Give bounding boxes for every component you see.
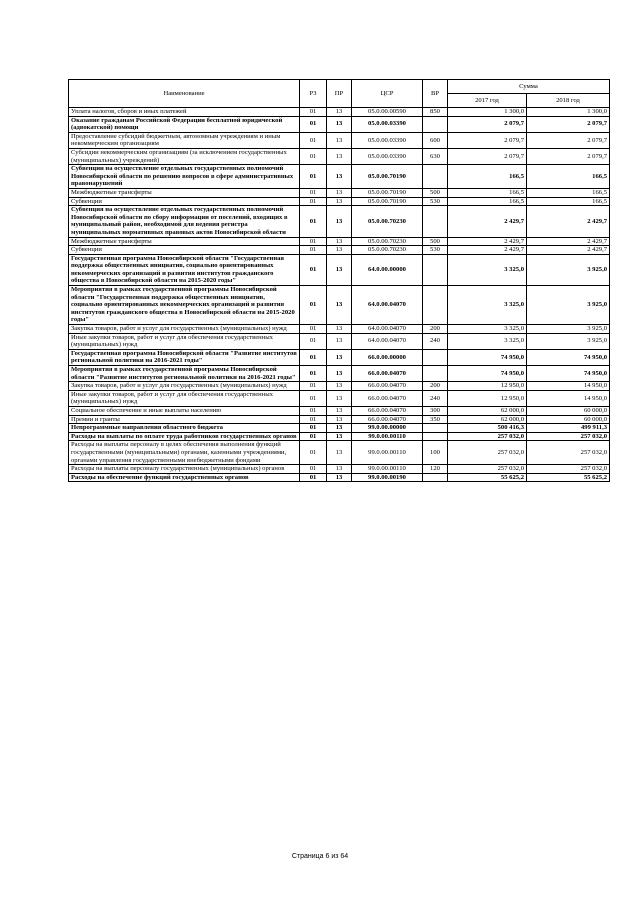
cell-name: Непрограммные направления областного бюджета (69, 424, 300, 433)
cell-y2018: 55 625,2 (527, 473, 610, 482)
table-header (69, 80, 610, 108)
table-row (69, 165, 610, 189)
cell-rz: 01 (300, 286, 327, 325)
cell-vr: 240 (423, 333, 448, 349)
cell-y2017: 500 416,3 (448, 424, 527, 433)
cell-rz: 01 (300, 366, 327, 382)
cell-vr (423, 116, 448, 132)
cell-y2018: 60 000,0 (527, 415, 610, 424)
cell-y2017: 3 325,0 (448, 333, 527, 349)
cell-y2018: 2 079,7 (527, 132, 610, 148)
cell-vr: 530 (423, 246, 448, 255)
table-row (69, 333, 610, 349)
cell-name: Социальное обеспечение и иные выплаты населению (69, 406, 300, 415)
cell-y2017: 1 300,0 (448, 108, 527, 117)
cell-y2018: 74 950,0 (527, 366, 610, 382)
cell-vr (423, 286, 448, 325)
table-row (69, 206, 610, 237)
cell-name: Премии и гранты (69, 415, 300, 424)
cell-vr: 240 (423, 390, 448, 406)
cell-y2017: 166,5 (448, 165, 527, 189)
cell-csr: 99.0.00.00000 (352, 424, 423, 433)
cell-vr: 850 (423, 108, 448, 117)
cell-rz: 01 (300, 415, 327, 424)
header-name: Наименование (69, 80, 300, 108)
cell-name: Закупка товаров, работ и услуг для государственных (муниципальных) нужд (69, 325, 300, 334)
cell-name: Иные закупки товаров, работ и услуг для обеспечения государственных (муниципальных) нужд (69, 333, 300, 349)
table-row (69, 254, 610, 285)
cell-y2018: 257 032,0 (527, 465, 610, 474)
cell-csr: 05.0.00.03390 (352, 132, 423, 148)
cell-y2018: 2 429,7 (527, 246, 610, 255)
cell-pr: 13 (327, 424, 352, 433)
cell-csr: 05.0.00.70230 (352, 206, 423, 237)
cell-name: Расходы на обеспечение функций государственных органов (69, 473, 300, 482)
cell-rz: 01 (300, 148, 327, 164)
cell-name: Государственная программа Новосибирской области "Развитие институтов региональной политики на 2016-2021 годы" (69, 349, 300, 365)
cell-csr: 05.0.00.03390 (352, 148, 423, 164)
cell-y2018: 60 000,0 (527, 406, 610, 415)
cell-pr: 13 (327, 188, 352, 197)
cell-pr: 13 (327, 349, 352, 365)
cell-rz: 01 (300, 424, 327, 433)
cell-csr: 64.0.00.00000 (352, 254, 423, 285)
table-row (69, 390, 610, 406)
cell-y2017: 12 950,0 (448, 382, 527, 391)
cell-vr: 200 (423, 382, 448, 391)
cell-rz: 01 (300, 108, 327, 117)
cell-pr: 13 (327, 333, 352, 349)
table-row (69, 116, 610, 132)
cell-csr: 66.0.00.04070 (352, 415, 423, 424)
cell-rz: 01 (300, 116, 327, 132)
cell-vr (423, 366, 448, 382)
page-footer: Страница 6 из 64 (291, 853, 349, 860)
cell-y2018: 166,5 (527, 165, 610, 189)
table-row (69, 246, 610, 255)
table-body (69, 108, 610, 482)
header-rz: РЗ (300, 80, 327, 108)
cell-pr: 13 (327, 116, 352, 132)
cell-pr: 13 (327, 415, 352, 424)
cell-pr: 13 (327, 366, 352, 382)
cell-rz: 01 (300, 165, 327, 189)
header-sum: Сумма (448, 80, 610, 94)
table-row (69, 286, 610, 325)
cell-name: Субвенции (69, 197, 300, 206)
cell-rz: 01 (300, 382, 327, 391)
cell-rz: 01 (300, 206, 327, 237)
cell-y2018: 2 429,7 (527, 237, 610, 246)
cell-vr: 600 (423, 132, 448, 148)
cell-rz: 01 (300, 188, 327, 197)
cell-y2017: 257 032,0 (448, 432, 527, 441)
table-row (69, 237, 610, 246)
cell-vr: 200 (423, 325, 448, 334)
cell-name: Субвенции (69, 246, 300, 255)
cell-name: Расходы на выплаты по оплате труда работников государственных органов (69, 432, 300, 441)
cell-vr (423, 165, 448, 189)
table-row (69, 424, 610, 433)
cell-rz: 01 (300, 349, 327, 365)
cell-csr: 64.0.00.04070 (352, 333, 423, 349)
cell-y2017: 2 079,7 (448, 116, 527, 132)
cell-vr (423, 424, 448, 433)
cell-name: Предоставление субсидий бюджетным, автономным учреждениям и иным некоммерческим организациям (69, 132, 300, 148)
cell-y2017: 166,5 (448, 188, 527, 197)
cell-y2017: 2 079,7 (448, 148, 527, 164)
table-row (69, 465, 610, 474)
cell-pr: 13 (327, 325, 352, 334)
cell-rz: 01 (300, 333, 327, 349)
cell-y2018: 257 032,0 (527, 441, 610, 465)
cell-y2017: 257 032,0 (448, 441, 527, 465)
cell-rz: 01 (300, 325, 327, 334)
cell-y2018: 3 925,0 (527, 254, 610, 285)
cell-vr: 350 (423, 415, 448, 424)
cell-rz: 01 (300, 432, 327, 441)
cell-y2017: 62 000,0 (448, 415, 527, 424)
header-vr: ВР (423, 80, 448, 108)
cell-rz: 01 (300, 197, 327, 206)
cell-y2017: 74 950,0 (448, 349, 527, 365)
table-row (69, 325, 610, 334)
table-row (69, 382, 610, 391)
cell-y2017: 62 000,0 (448, 406, 527, 415)
table-row (69, 197, 610, 206)
cell-rz: 01 (300, 132, 327, 148)
cell-y2017: 2 429,7 (448, 246, 527, 255)
cell-csr: 99.0.00.00110 (352, 441, 423, 465)
cell-rz: 01 (300, 254, 327, 285)
cell-pr: 13 (327, 148, 352, 164)
table-row (69, 415, 610, 424)
cell-pr: 13 (327, 206, 352, 237)
cell-name: Межбюджетные трансферты (69, 188, 300, 197)
cell-y2017: 2 079,7 (448, 132, 527, 148)
cell-pr: 13 (327, 390, 352, 406)
cell-rz: 01 (300, 390, 327, 406)
table-row (69, 366, 610, 382)
cell-csr: 05.0.00.70190 (352, 188, 423, 197)
cell-pr: 13 (327, 165, 352, 189)
cell-pr: 13 (327, 465, 352, 474)
cell-y2018: 166,5 (527, 188, 610, 197)
cell-name: Мероприятия в рамках государственной программы Новосибирской области "Государственная поддержка общественных инициатив, социально ориентированных некоммерческих организаций и развития институтов гражданского общества в Новосибирской области на 2015-2020 годы" (69, 286, 300, 325)
cell-csr: 05.0.00.03390 (352, 116, 423, 132)
cell-csr: 66.0.00.04070 (352, 406, 423, 415)
header-year-2018: 2018 год (527, 94, 610, 108)
cell-vr (423, 206, 448, 237)
cell-name: Межбюджетные трансферты (69, 237, 300, 246)
table-row (69, 349, 610, 365)
cell-csr: 66.0.00.00000 (352, 349, 423, 365)
table-row (69, 148, 610, 164)
cell-pr: 13 (327, 132, 352, 148)
cell-y2018: 3 925,0 (527, 286, 610, 325)
cell-pr: 13 (327, 108, 352, 117)
cell-csr: 66.0.00.04070 (352, 382, 423, 391)
cell-csr: 05.0.00.00590 (352, 108, 423, 117)
cell-y2017: 55 625,2 (448, 473, 527, 482)
cell-name: Расходы на выплаты персоналу государственных (муниципальных) органов (69, 465, 300, 474)
cell-pr: 13 (327, 382, 352, 391)
cell-name: Субсидии некоммерческим организациям (за исключением государственных (муниципальных) учреждений) (69, 148, 300, 164)
table-row (69, 432, 610, 441)
cell-vr: 500 (423, 188, 448, 197)
cell-vr (423, 254, 448, 285)
cell-pr: 13 (327, 246, 352, 255)
table-row (69, 188, 610, 197)
cell-csr: 99.0.00.00110 (352, 465, 423, 474)
cell-name: Субвенции на осуществление отдельных государственных полномочий Новосибирской области по решению вопросов в сфере административных правонарушений (69, 165, 300, 189)
table-row (69, 473, 610, 482)
cell-y2018: 2 079,7 (527, 116, 610, 132)
cell-rz: 01 (300, 465, 327, 474)
table-row (69, 406, 610, 415)
cell-pr: 13 (327, 406, 352, 415)
cell-csr: 66.0.00.04070 (352, 390, 423, 406)
budget-table (68, 79, 610, 482)
table-row (69, 132, 610, 148)
cell-pr: 13 (327, 473, 352, 482)
cell-vr (423, 473, 448, 482)
cell-vr: 530 (423, 197, 448, 206)
cell-y2017: 166,5 (448, 197, 527, 206)
cell-name: Государственная программа Новосибирской области "Государственная поддержка общественных инициатив, социально ориентированных некоммерческих организаций и развития институтов гражданского общества в Новосибирской области на 2015-2020 годы" (69, 254, 300, 285)
cell-vr: 300 (423, 406, 448, 415)
cell-pr: 13 (327, 441, 352, 465)
cell-name: Закупка товаров, работ и услуг для государственных (муниципальных) нужд (69, 382, 300, 391)
cell-vr: 120 (423, 465, 448, 474)
cell-name: Мероприятия в рамках государственной программы Новосибирской области "Развитие институтов региональной политики на 2016-2021 годы" (69, 366, 300, 382)
cell-y2017: 12 950,0 (448, 390, 527, 406)
cell-y2018: 3 925,0 (527, 333, 610, 349)
cell-rz: 01 (300, 406, 327, 415)
cell-name: Расходы на выплаты персоналу в целях обеспечения выполнения функций государственными (муниципальными) органами, казенными учреждениями, органами управления государственными внебюджетными фондами (69, 441, 300, 465)
cell-csr: 05.0.00.70190 (352, 197, 423, 206)
cell-pr: 13 (327, 254, 352, 285)
cell-vr (423, 349, 448, 365)
cell-vr: 500 (423, 237, 448, 246)
cell-y2017: 2 429,7 (448, 206, 527, 237)
cell-pr: 13 (327, 432, 352, 441)
cell-pr: 13 (327, 197, 352, 206)
header-year-2017: 2017 год (448, 94, 527, 108)
cell-y2017: 74 950,0 (448, 366, 527, 382)
cell-pr: 13 (327, 237, 352, 246)
cell-rz: 01 (300, 237, 327, 246)
cell-name: Субвенция на осуществление отдельных государственных полномочий Новосибирской области по сбору информации от поселений, входящих в муниципальный район, необходимой для ведения регистра муниципальных нормативных правовых актов Новосибирской области (69, 206, 300, 237)
cell-pr: 13 (327, 286, 352, 325)
cell-y2018: 2 429,7 (527, 206, 610, 237)
cell-csr: 66.0.00.04070 (352, 366, 423, 382)
header-pr: ПР (327, 80, 352, 108)
cell-vr (423, 432, 448, 441)
cell-csr: 99.0.00.00190 (352, 473, 423, 482)
cell-y2017: 3 325,0 (448, 286, 527, 325)
cell-csr: 99.0.00.00110 (352, 432, 423, 441)
cell-vr: 100 (423, 441, 448, 465)
cell-y2017: 3 325,0 (448, 325, 527, 334)
cell-y2018: 2 079,7 (527, 148, 610, 164)
cell-y2017: 257 032,0 (448, 465, 527, 474)
cell-rz: 01 (300, 246, 327, 255)
cell-csr: 64.0.00.04070 (352, 286, 423, 325)
cell-csr: 64.0.00.04070 (352, 325, 423, 334)
cell-name: Уплата налогов, сборов и иных платежей (69, 108, 300, 117)
cell-y2018: 74 950,0 (527, 349, 610, 365)
cell-y2018: 166,5 (527, 197, 610, 206)
cell-y2018: 1 300,0 (527, 108, 610, 117)
cell-csr: 05.0.00.70230 (352, 237, 423, 246)
cell-y2017: 2 429,7 (448, 237, 527, 246)
cell-y2017: 3 325,0 (448, 254, 527, 285)
cell-y2018: 499 911,3 (527, 424, 610, 433)
table-row (69, 441, 610, 465)
table-row (69, 108, 610, 117)
header-csr: ЦСР (352, 80, 423, 108)
cell-y2018: 3 925,0 (527, 325, 610, 334)
cell-rz: 01 (300, 473, 327, 482)
cell-name: Оказание гражданам Российской Федерации бесплатной юридической (адвокатской) помощи (69, 116, 300, 132)
cell-vr: 630 (423, 148, 448, 164)
cell-csr: 05.0.00.70230 (352, 246, 423, 255)
cell-y2018: 14 950,0 (527, 390, 610, 406)
cell-csr: 05.0.00.70190 (352, 165, 423, 189)
cell-y2018: 14 950,0 (527, 382, 610, 391)
cell-y2018: 257 032,0 (527, 432, 610, 441)
cell-rz: 01 (300, 441, 327, 465)
cell-name: Иные закупки товаров, работ и услуг для обеспечения государственных (муниципальных) нужд (69, 390, 300, 406)
